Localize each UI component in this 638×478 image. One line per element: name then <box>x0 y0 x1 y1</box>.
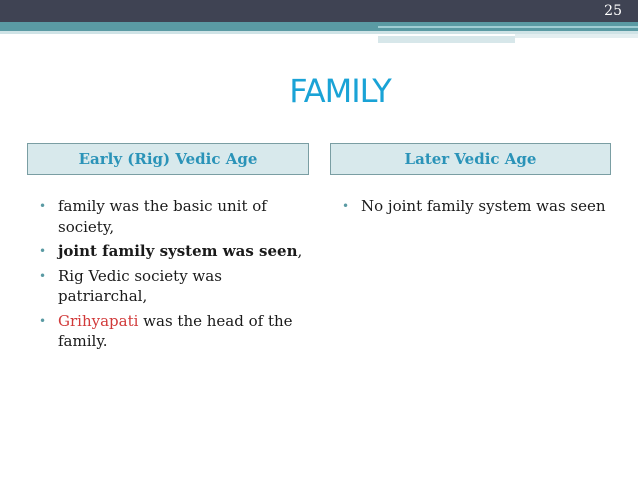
bullet-text: No joint family system was seen <box>361 197 606 215</box>
accent-line <box>378 26 638 28</box>
bullet-text-rest: , <box>297 242 303 260</box>
accent-strip-secondary <box>515 34 638 38</box>
bullet-bold-text: joint family system was seen <box>58 242 298 260</box>
bullet-icon: • <box>39 244 47 258</box>
list-item <box>342 196 612 217</box>
list-item <box>39 311 309 352</box>
top-bar <box>0 0 638 22</box>
list-item <box>39 241 309 262</box>
bullet-text-rest: was the head of the family. <box>58 311 293 350</box>
accent-strip <box>378 36 515 43</box>
early-vedic-bullet-list <box>39 196 309 356</box>
bullet-icon: • <box>342 199 350 213</box>
later-vedic-bullet-list <box>342 196 612 221</box>
column-header-later-vedic: Later Vedic Age <box>330 143 611 175</box>
list-item <box>39 266 309 307</box>
bullet-text: Rig Vedic society was patriarchal, <box>58 266 222 305</box>
column-header-early-vedic: Early (Rig) Vedic Age <box>27 143 309 175</box>
bullet-icon: • <box>39 268 47 283</box>
bullet-icon: • <box>39 199 47 213</box>
list-item <box>39 196 309 237</box>
bullet-highlight-text: Grihyapati <box>58 311 139 330</box>
bullet-text: family was the basic unit of society, <box>58 197 267 236</box>
slide-title: FAMILY <box>289 72 391 110</box>
bullet-icon: • <box>39 313 47 328</box>
slide-number: 25 <box>604 3 622 19</box>
